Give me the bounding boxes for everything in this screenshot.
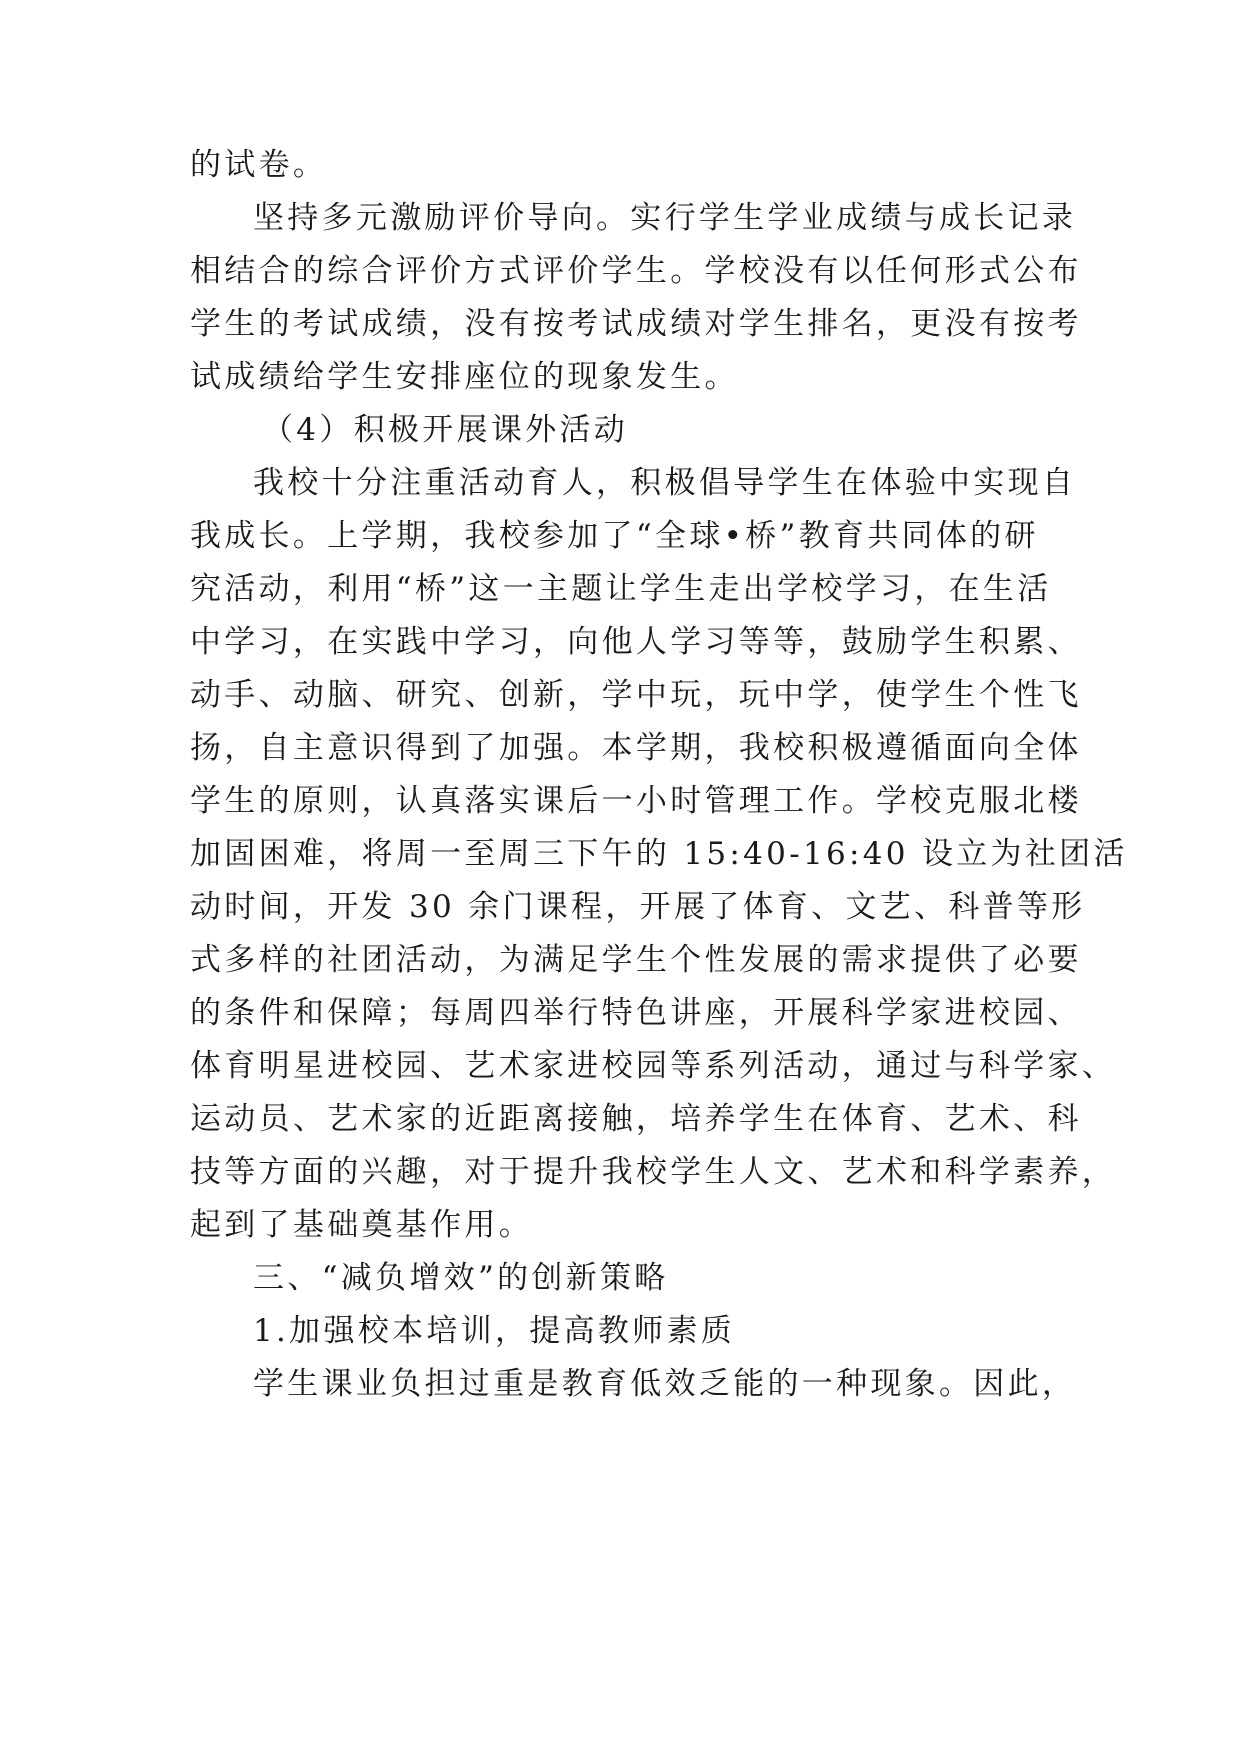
body-text-line: 学生的原则，认真落实课后一小时管理工作。学校克服北楼 (190, 783, 1082, 819)
body-text-line: 运动员、艺术家的近距离接触，培养学生在体育、艺术、科 (190, 1101, 1082, 1137)
body-text-line: 相结合的综合评价方式评价学生。学校没有以任何形式公布 (190, 253, 1082, 289)
body-text-line: 学生的考试成绩，没有按考试成绩对学生排名，更没有按考 (190, 306, 1082, 342)
body-text-line: 试成绩给学生安排座位的现象发生。 (190, 359, 739, 395)
body-text-line: 式多样的社团活动，为满足学生个性发展的需求提供了必要 (190, 942, 1082, 978)
body-text-line: 动手、动脑、研究、创新，学中玩，玩中学，使学生个性飞 (190, 677, 1082, 713)
section-heading: 三、“减负增效”的创新策略 (253, 1260, 669, 1296)
body-text-line: 起到了基础奠基作用。 (190, 1207, 533, 1243)
body-text-line: 究活动，利用“桥”这一主题让学生走出学校学习，在生活 (190, 571, 1052, 607)
section-heading: （4）积极开展课外活动 (262, 412, 629, 448)
subsection-heading: 1.加强校本培训，提高教师素质 (253, 1313, 736, 1349)
body-text-line: 加固困难，将周一至周三下午的 15:40-16:40 设立为社团活 (190, 836, 1128, 872)
body-text-line: 的试卷。 (190, 147, 328, 183)
body-text-line: 扬，自主意识得到了加强。本学期，我校积极遵循面向全体 (190, 730, 1082, 766)
body-text-line: 体育明星进校园、艺术家进校园等系列活动，通过与科学家、 (190, 1048, 1117, 1084)
paragraph-first-line: 学生课业负担过重是教育低效乏能的一种现象。因此， (253, 1366, 1077, 1402)
body-text-line: 的条件和保障；每周四举行特色讲座，开展科学家进校园、 (190, 995, 1082, 1031)
body-text-line: 动时间，开发 30 余门课程，开展了体育、文艺、科普等形 (190, 889, 1086, 925)
body-text-line: 中学习，在实践中学习，向他人学习等等，鼓励学生积累、 (190, 624, 1082, 660)
body-text-line: 我成长。上学期，我校参加了“全球•桥”教育共同体的研 (190, 518, 1039, 554)
paragraph-first-line: 我校十分注重活动育人，积极倡导学生在体验中实现自 (253, 465, 1077, 501)
paragraph-first-line: 坚持多元激励评价导向。实行学生学业成绩与成长记录 (253, 200, 1077, 236)
body-text-line: 技等方面的兴趣，对于提升我校学生人文、艺术和科学素养， (190, 1154, 1117, 1190)
